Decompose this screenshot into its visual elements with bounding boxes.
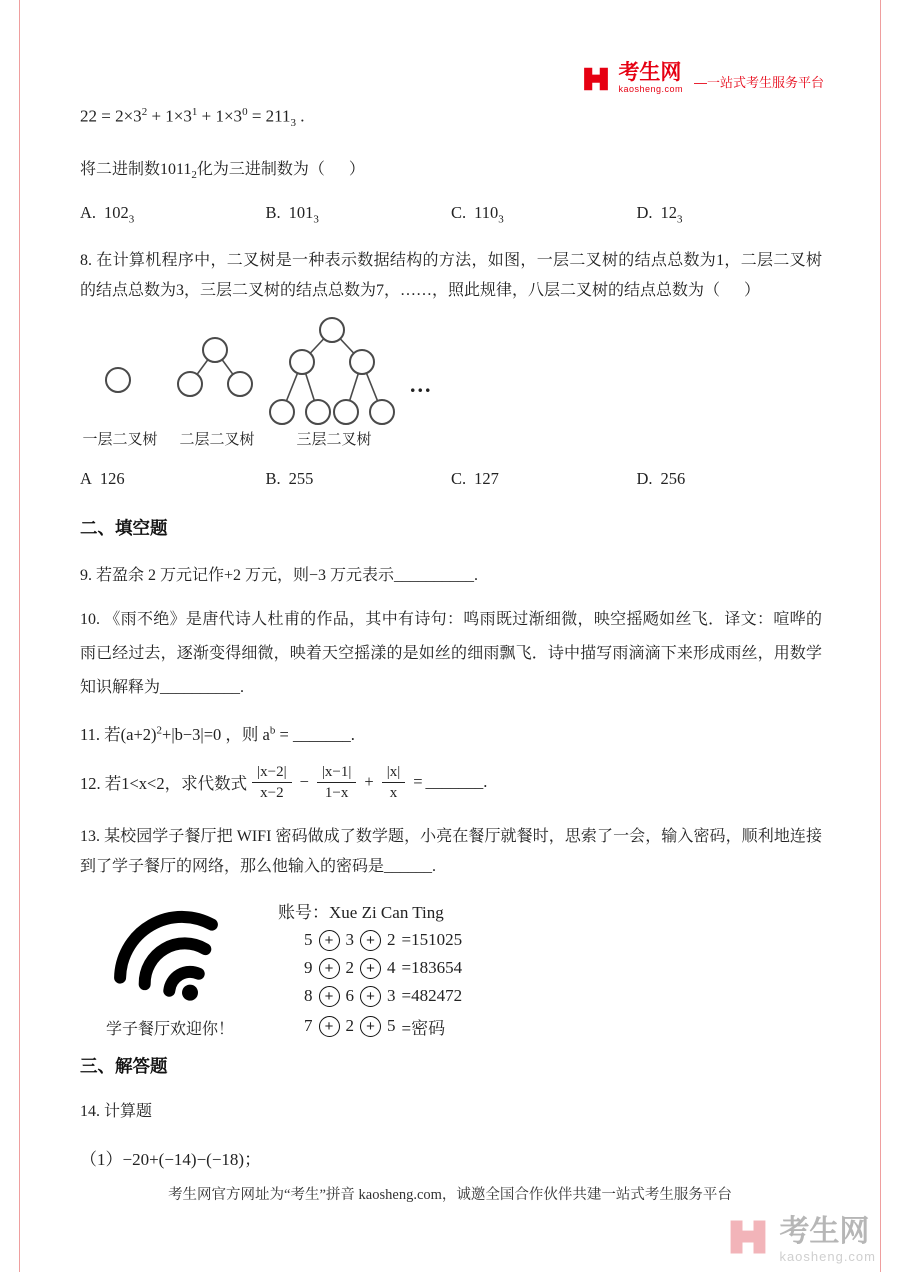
brand-text xyxy=(618,62,683,94)
circled-plus-icon: + xyxy=(319,986,340,1007)
option-a xyxy=(80,203,266,225)
q7-question xyxy=(80,156,822,181)
q14-item-1: （1）−20+(−14)−(−18)； xyxy=(80,1149,262,1169)
formula-part: + 1×3 xyxy=(197,106,243,126)
answer-blank: _______. xyxy=(425,772,488,792)
wifi-operand: 5 xyxy=(387,1016,396,1036)
option-label: C. xyxy=(451,468,467,488)
subscript: 3 xyxy=(313,213,319,226)
answer-blank: _______ xyxy=(292,724,351,744)
exponent: 1 xyxy=(191,106,198,118)
equals-sign: = xyxy=(413,772,423,792)
fill-in-blanks-heading: 二、填空题 xyxy=(80,517,168,538)
denominator: x−2 xyxy=(260,784,284,801)
option-value: 110 xyxy=(474,203,499,223)
wifi-signal-icon xyxy=(95,898,245,1010)
question-text: 将二进制数 xyxy=(80,161,161,179)
wifi-welcome-text: 学子餐厅欢迎你！ xyxy=(105,1020,234,1038)
watermark-text xyxy=(779,1214,876,1264)
circled-plus-icon: + xyxy=(319,930,340,951)
fraction xyxy=(317,763,356,802)
option-value: 126 xyxy=(99,468,125,488)
denominator: 1−x xyxy=(324,784,349,801)
watermark-name: 考生网 xyxy=(779,1214,870,1248)
exponent: 2 xyxy=(141,106,148,118)
wifi-operand: 2 xyxy=(387,930,396,950)
question-text: . xyxy=(350,724,355,744)
q7-options-row xyxy=(80,203,822,225)
question-text: 11. 若 xyxy=(80,724,121,744)
subscript: 3 xyxy=(290,117,297,130)
brand-name: 考生网 xyxy=(618,61,682,84)
question-text: 化为三进制数为（ ） xyxy=(196,161,365,179)
wifi-math-row xyxy=(278,930,462,951)
option-b xyxy=(266,469,452,489)
option-label: C. xyxy=(451,203,467,223)
wifi-operand: 4 xyxy=(387,958,396,978)
option-c xyxy=(451,469,637,489)
q14-title: 14. 计算题 xyxy=(80,1102,153,1120)
wifi-icon-block xyxy=(80,892,260,1039)
option-a xyxy=(80,469,266,489)
option-label: D. xyxy=(636,468,653,488)
wifi-result: =482472 xyxy=(401,986,463,1006)
fraction xyxy=(382,763,406,802)
circled-plus-icon: + xyxy=(360,1016,381,1037)
watermark-h-logo-icon xyxy=(726,1215,770,1264)
q13-text: 13. 某校园学子餐厅把 WIFI 密码做成了数学题，小亮在餐厅就餐时，思索了一会，输入密码，顺利地连接到了学子餐厅的网络，那么他输入的密码是______. xyxy=(80,827,822,875)
tree-label-one: 一层二叉树 xyxy=(82,431,158,448)
option-label: B. xyxy=(265,203,281,223)
two-layer-tree xyxy=(178,338,252,396)
option-value: 255 xyxy=(288,468,314,488)
wifi-math-row xyxy=(278,986,462,1007)
ellipsis-dots: ... xyxy=(410,371,433,397)
fraction xyxy=(252,763,291,802)
three-layer-tree xyxy=(270,318,394,424)
numerator: |x| xyxy=(382,763,406,783)
wifi-operand: 6 xyxy=(345,986,354,1006)
q9-text: 9. 若盈余 2 万元记作+2 万元，则−3 万元表示__________. xyxy=(80,566,479,584)
wifi-account-label: 账号：Xue Zi Can Ting xyxy=(278,902,444,922)
q8-text: 8. 在计算机程序中，二叉树是一种表示数据结构的方法，如图，一层二叉树的结点总数为1，二层二叉树的结点总数为3，三层二叉树的结点总数为7，……，照此规律，八层二叉树的结点总数为（ ） xyxy=(80,251,822,299)
footer-text: 考生网官方网址为“考生”拼音 kaosheng.com，诚邀全国合作伙伴共建一站式考生服务平台 xyxy=(168,1187,732,1203)
formula-part: . xyxy=(296,106,305,126)
circled-plus-icon: + xyxy=(360,958,381,979)
subscript: 3 xyxy=(677,213,683,226)
option-label: B. xyxy=(265,468,281,488)
formula-part: + 1×3 xyxy=(147,106,192,126)
wifi-operand: 2 xyxy=(345,958,354,978)
brand-tagline: —一站式考生服务平台 xyxy=(693,75,824,90)
option-value: 12 xyxy=(660,203,678,223)
math-expression: +|b−3|=0 ，则 xyxy=(162,724,263,744)
numerator: |x−2| xyxy=(252,763,291,783)
formula-part: 22 = 2×3 xyxy=(80,106,142,126)
wifi-math-block xyxy=(260,892,462,1039)
option-value: 101 xyxy=(288,203,314,223)
watermark-logo xyxy=(726,1215,876,1264)
wifi-operand: 8 xyxy=(304,986,313,1006)
wifi-result: =183654 xyxy=(401,958,463,978)
tree-label-two: 二层二叉树 xyxy=(179,431,255,448)
wifi-figure xyxy=(80,892,822,1039)
document-body xyxy=(80,106,822,1170)
exponent: b xyxy=(269,724,276,737)
solutions-heading: 三、解答题 xyxy=(80,1055,168,1076)
wifi-operand: 2 xyxy=(345,1016,354,1036)
wifi-math-row xyxy=(278,958,462,979)
option-d xyxy=(637,469,823,489)
one-layer-tree xyxy=(106,368,130,392)
subscript: 3 xyxy=(128,213,135,226)
brand-domain: kaosheng.com xyxy=(618,84,683,94)
option-d xyxy=(637,203,823,225)
minus-operator: − xyxy=(299,772,309,792)
q7-formula-line xyxy=(80,106,822,129)
numerator: |x−1| xyxy=(317,763,356,783)
wifi-operand: 5 xyxy=(304,930,313,950)
kaosheng-h-logo-icon xyxy=(581,64,611,94)
math-expression: = xyxy=(275,724,293,744)
plus-operator: + xyxy=(364,772,374,792)
binary-number: 1011 xyxy=(160,161,192,179)
exponent: 0 xyxy=(242,106,248,118)
q12-line xyxy=(80,763,822,802)
wifi-result: =151025 xyxy=(401,930,463,950)
option-b xyxy=(266,203,452,225)
wifi-math-row xyxy=(278,1014,462,1039)
option-value: 127 xyxy=(474,468,499,488)
wifi-operand: 3 xyxy=(387,986,396,1006)
subscript: 2 xyxy=(191,169,197,182)
formula-part: = 211 xyxy=(247,106,291,126)
wifi-operand: 9 xyxy=(304,958,313,978)
watermark-domain: kaosheng.com xyxy=(779,1248,876,1264)
brand-logo xyxy=(581,62,824,94)
circled-plus-icon: + xyxy=(360,986,381,1007)
option-c xyxy=(451,203,637,225)
wifi-operand: 7 xyxy=(304,1016,313,1036)
q11-line xyxy=(80,721,822,745)
option-label: A xyxy=(80,468,92,488)
denominator: x xyxy=(389,784,398,801)
binary-tree-figure xyxy=(80,314,822,457)
left-edge-line xyxy=(19,0,20,1272)
option-label: A. xyxy=(80,203,97,223)
subscript: 3 xyxy=(498,213,504,226)
option-label: D. xyxy=(636,203,653,223)
tree-label-three: 三层二叉树 xyxy=(296,431,372,448)
option-value: 256 xyxy=(660,468,686,488)
math-expression: (a+2) xyxy=(120,724,157,744)
q8-options-row xyxy=(80,469,822,489)
wifi-operand: 3 xyxy=(345,930,354,950)
circled-plus-icon: + xyxy=(360,930,381,951)
math-expression: a xyxy=(262,724,270,744)
question-text: 12. 若1<x<2，求代数式 xyxy=(80,774,248,794)
circled-plus-icon: + xyxy=(319,1016,340,1037)
option-value: 102 xyxy=(104,203,129,223)
right-edge-line xyxy=(880,0,881,1272)
exponent: 2 xyxy=(156,724,163,737)
circled-plus-icon: + xyxy=(319,958,340,979)
wifi-result: =密码 xyxy=(401,1018,446,1038)
q10-text: 10. 《雨不绝》是唐代诗人杜甫的作品，其中有诗句：鸣雨既过渐细微，映空摇飏如丝飞．译文：喧哗的雨已经过去，逐渐变得细微，映着天空摇漾的是如丝的细雨飘飞．诗中描写雨滴滴下来形成雨丝，用数学知识解释为__________. xyxy=(80,610,822,696)
